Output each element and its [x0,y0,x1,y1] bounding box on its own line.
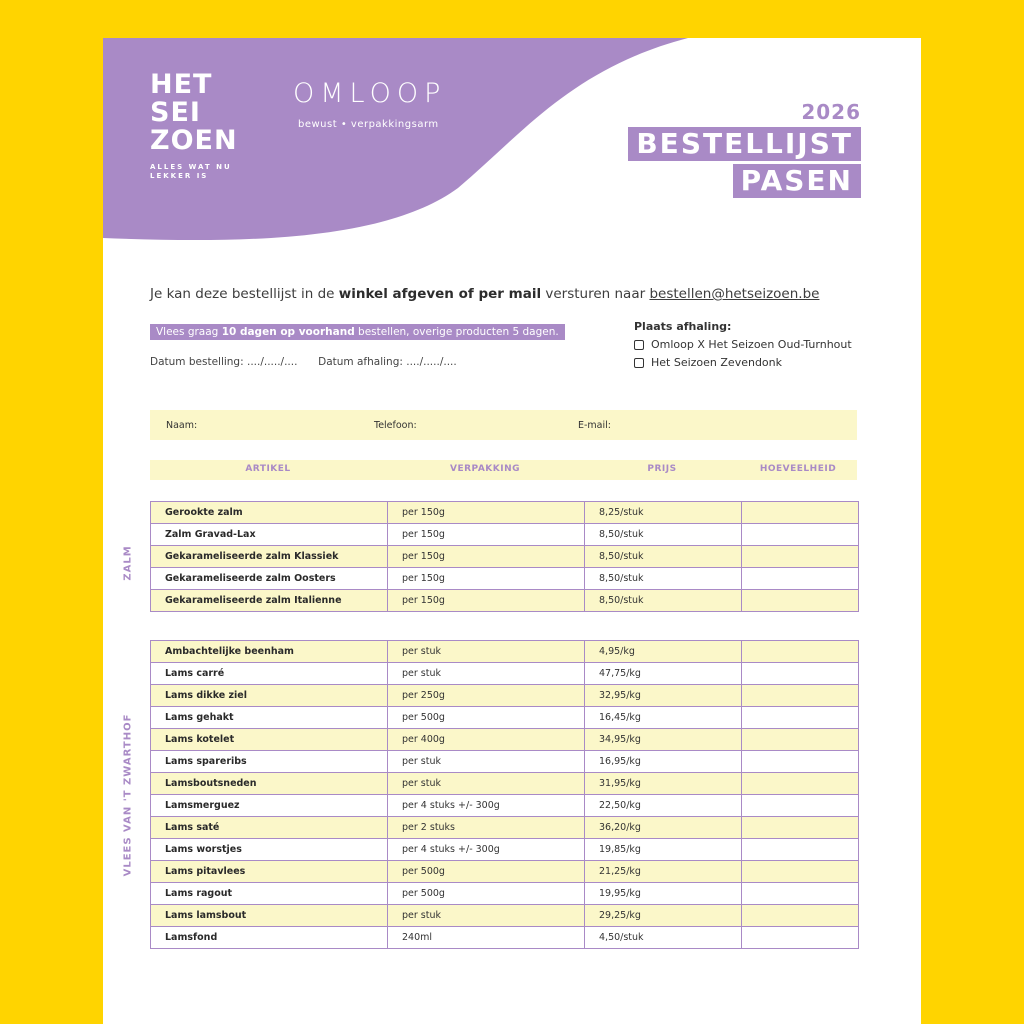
packaging-cell: per stuk [388,641,585,663]
omloop-name: OMLOOP [293,78,447,109]
year-label: 2026 [801,100,861,124]
table-row [151,773,859,795]
price-cell: 8,50/stuk [585,524,742,546]
article-cell: Lamsfond [151,927,388,949]
article-cell: Zalm Gravad-Lax [151,524,388,546]
price-cell: 32,95/kg [585,685,742,707]
price-cell: 16,95/kg [585,751,742,773]
article-cell: Lams pitavlees [151,861,388,883]
quantity-input-cell[interactable] [742,751,859,773]
table-row [151,590,859,612]
contact-fields [150,410,857,440]
checkbox[interactable] [634,358,644,368]
order-date-field[interactable]: Datum bestelling: ..../...../.... [150,356,298,368]
article-cell: Lamsboutsneden [151,773,388,795]
packaging-cell: per stuk [388,751,585,773]
table-row [151,817,859,839]
het-seizoen-tagline: ALLES WAT NU LEKKER IS [150,163,232,180]
price-cell: 34,95/kg [585,729,742,751]
date-fields [150,356,457,368]
price-cell: 8,50/stuk [585,568,742,590]
omloop-logo [293,78,446,130]
article-cell: Gekarameliseerde zalm Oosters [151,568,388,590]
price-cell: 8,50/stuk [585,546,742,568]
pickup-title: Plaats afhaling: [634,320,732,333]
article-cell: Lams kotelet [151,729,388,751]
price-cell: 29,25/kg [585,905,742,927]
table-row [151,502,859,524]
article-cell: Lams worstjes [151,839,388,861]
name-field-label[interactable]: Naam: [166,420,198,431]
quantity-input-cell[interactable] [742,707,859,729]
section-label-vlees: VLEES VAN 'T ZWARTHOF [122,713,134,877]
packaging-cell: per 500g [388,861,585,883]
checkbox[interactable] [634,340,644,350]
column-verpakking: VERPAKKING [450,464,520,474]
column-artikel: ARTIKEL [245,464,291,474]
table-row [151,707,859,729]
price-cell: 4,50/stuk [585,927,742,949]
pickup-option-oud-turnhout[interactable]: Omloop X Het Seizoen Oud-Turnhout [634,338,852,351]
packaging-cell: per 2 stuks [388,817,585,839]
title-block [628,100,861,198]
article-cell: Gekarameliseerde zalm Klassiek [151,546,388,568]
price-cell: 36,20/kg [585,817,742,839]
price-cell: 16,45/kg [585,707,742,729]
packaging-cell: per stuk [388,773,585,795]
price-cell: 19,85/kg [585,839,742,861]
quantity-input-cell[interactable] [742,773,859,795]
price-cell: 21,25/kg [585,861,742,883]
section-label-zalm: ZALM [122,545,134,581]
quantity-input-cell[interactable] [742,817,859,839]
article-cell: Lams dikke ziel [151,685,388,707]
email-field-label[interactable]: E-mail: [578,420,611,431]
column-header-row [150,460,857,480]
quantity-input-cell[interactable] [742,641,859,663]
table-row [151,883,859,905]
quantity-input-cell[interactable] [742,927,859,949]
packaging-cell: per 4 stuks +/- 300g [388,795,585,817]
table-row [151,641,859,663]
order-timing-note: Vlees graag 10 dagen op voorhand bestellen, overige producten 5 dagen. [150,324,565,340]
table-row [151,861,859,883]
quantity-input-cell[interactable] [742,502,859,524]
article-cell: Lams lamsbout [151,905,388,927]
article-cell: Lams ragout [151,883,388,905]
price-cell: 19,95/kg [585,883,742,905]
table-row [151,546,859,568]
order-form-sheet [103,38,921,1024]
price-cell: 22,50/kg [585,795,742,817]
packaging-cell: per 150g [388,590,585,612]
table-row [151,795,859,817]
article-cell: Ambachtelijke beenham [151,641,388,663]
packaging-cell: per 150g [388,524,585,546]
quantity-input-cell[interactable] [742,568,859,590]
omloop-tagline: bewust • verpakkingsarm [298,119,439,130]
quantity-input-cell[interactable] [742,663,859,685]
packaging-cell: per 4 stuks +/- 300g [388,839,585,861]
title-bestellijst: BESTELLIJST [628,127,861,161]
quantity-input-cell[interactable] [742,524,859,546]
quantity-input-cell[interactable] [742,795,859,817]
table-row [151,839,859,861]
price-cell: 4,95/kg [585,641,742,663]
packaging-cell: per 250g [388,685,585,707]
zalm-table [150,501,859,612]
quantity-input-cell[interactable] [742,685,859,707]
column-prijs: PRIJS [647,464,677,474]
article-cell: Lamsmerguez [151,795,388,817]
article-cell: Gerookte zalm [151,502,388,524]
packaging-cell: per 150g [388,546,585,568]
quantity-input-cell[interactable] [742,729,859,751]
phone-field-label[interactable]: Telefoon: [374,420,417,431]
quantity-input-cell[interactable] [742,905,859,927]
price-cell: 8,50/stuk [585,590,742,612]
het-seizoen-logo: HET SEI ZOEN ALLES WAT NU LEKKER IS [150,71,260,181]
order-email-link[interactable]: bestellen@hetseizoen.be [649,286,820,302]
table-row [151,927,859,949]
title-pasen: PASEN [733,164,861,198]
intro-text: Je kan deze bestellijst in de winkel afgeven of per mail versturen naar bestellen@hetseizoen.be [150,286,820,302]
pickup-location [634,320,852,374]
article-cell: Lams spareribs [151,751,388,773]
quantity-input-cell[interactable] [742,883,859,905]
article-cell: Lams gehakt [151,707,388,729]
packaging-cell: per 500g [388,707,585,729]
table-row [151,685,859,707]
packaging-cell: per 150g [388,502,585,524]
packaging-cell: per stuk [388,663,585,685]
table-row [151,568,859,590]
packaging-cell: per stuk [388,905,585,927]
table-row [151,905,859,927]
quantity-input-cell[interactable] [742,590,859,612]
table-row [151,524,859,546]
packaging-cell: per 150g [388,568,585,590]
pickup-date-field[interactable]: Datum afhaling: ..../...../.... [318,356,457,368]
table-row [151,751,859,773]
quantity-input-cell[interactable] [742,861,859,883]
table-row [151,729,859,751]
quantity-input-cell[interactable] [742,546,859,568]
price-cell: 8,25/stuk [585,502,742,524]
quantity-input-cell[interactable] [742,839,859,861]
article-cell: Lams saté [151,817,388,839]
table-row [151,663,859,685]
article-cell: Lams carré [151,663,388,685]
vlees-table [150,640,859,949]
packaging-cell: per 400g [388,729,585,751]
column-hoeveelheid: HOEVEELHEID [759,464,837,474]
pickup-option-zevendonk[interactable]: Het Seizoen Zevendonk [634,356,852,369]
article-cell: Gekarameliseerde zalm Italienne [151,590,388,612]
price-cell: 47,75/kg [585,663,742,685]
price-cell: 31,95/kg [585,773,742,795]
packaging-cell: 240ml [388,927,585,949]
packaging-cell: per 500g [388,883,585,905]
